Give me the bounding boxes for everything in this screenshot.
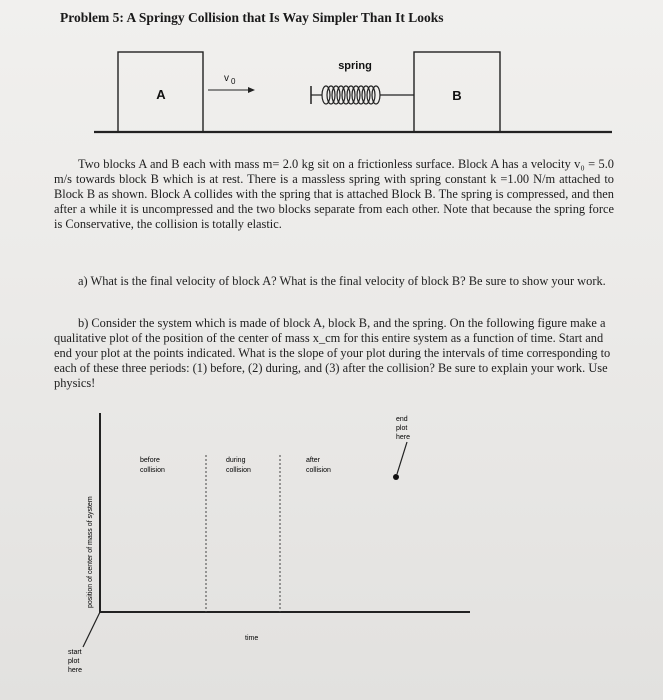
block-a-label: A: [156, 87, 166, 102]
start-label-3: here: [68, 667, 83, 674]
question-a: a) What is the final velocity of block A? What is the final velocity of block B? Be sure to show your work.: [78, 274, 606, 288]
before-label-2: collision: [140, 467, 165, 474]
end-label-1: end: [396, 416, 408, 423]
y-axis-label: position of center of mass of system: [87, 496, 94, 608]
end-label-3: here: [396, 434, 411, 441]
x-axis-label: time: [245, 635, 259, 642]
during-label-2: collision: [226, 467, 251, 474]
end-point-marker: [393, 474, 399, 480]
spring-label: spring: [338, 60, 372, 72]
velocity-label: v: [224, 73, 229, 84]
after-label-1: after: [306, 457, 321, 464]
problem-description: Two blocks A and B each with mass m= 2.0 kg sit on a frictionless surface. Block A has a velocity v₀ = 5.0 m/s towards block B which is at rest. There is a massless spring with spring constant k =1.00 N/m attached to Block B as shown. Block A collides with the spring that is attached Block B. The spring is compressed, and then after a while it is uncompressed and the two blocks separate from each other. Note that because the spring force is Conservative, the collision is totally elastic.: [54, 157, 614, 231]
velocity-subscript: 0: [231, 77, 236, 86]
start-label-2: plot: [68, 658, 80, 665]
before-label-1: before: [140, 457, 160, 464]
end-label-2: plot: [396, 425, 408, 432]
problem-title: Problem 5: A Springy Collision that Is Way Simpler Than It Looks: [60, 10, 444, 25]
after-label-2: collision: [306, 467, 331, 474]
question-b: b) Consider the system which is made of block A, block B, and the spring. On the following figure make a qualitative plot of the position of the center of mass x_cm for this entire system as a function of time. Start and end your plot at the points indicated. What is the slope of your plot during the intervals of time corresponding to each of these three periods: (1) before, (2) during, and (3) after the collision? Be sure to explain your work. Use physics!: [54, 316, 611, 390]
during-label-1: during: [226, 457, 246, 464]
start-pointer-line: [83, 612, 100, 647]
block-b-label: B: [452, 88, 462, 103]
start-label-1: start: [68, 649, 82, 656]
end-pointer-line: [397, 442, 407, 474]
